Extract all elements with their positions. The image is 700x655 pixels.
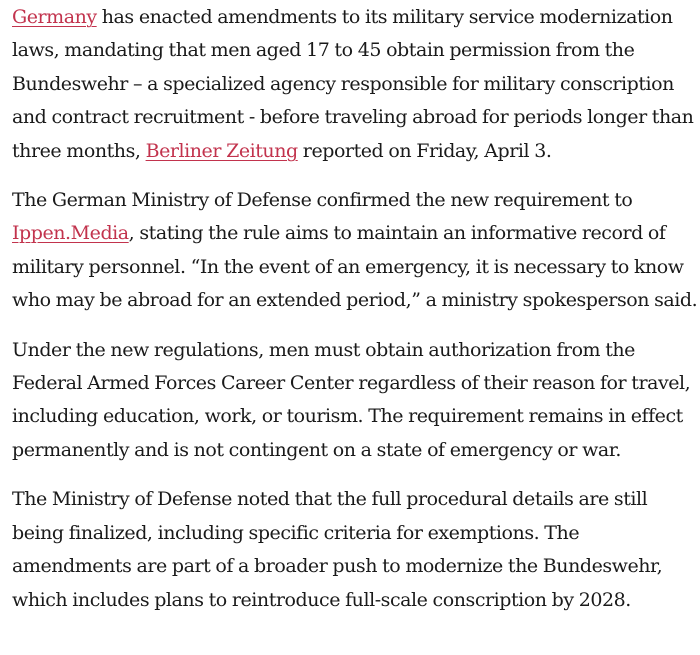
- paragraph-4: [12, 483, 700, 617]
- paragraph-2: [12, 184, 700, 318]
- paragraph-4-text: The Ministry of Defense noted that the full procedural details are still being finalized, including specific criteria for exemptions. The amendments are part of a broader push to modernize the Bundeswehr, which includes plans to reintroduce full-scale conscription by 2028.: [12, 488, 663, 611]
- paragraph-2-text-a: The German Ministry of Defense confirmed the new requirement to: [12, 189, 633, 212]
- link-germany[interactable]: Germany: [12, 6, 97, 28]
- paragraph-2-text-b: , stating the rule aims to maintain an informative record of military personnel. “In the event of an emergency, it is necessary to know who may be abroad for an extended period,” a ministry spokesperson said.: [12, 222, 698, 312]
- paragraph-1-text-b: reported on Friday, April 3.: [297, 139, 552, 162]
- paragraph-1-text-a: has enacted amendments to its military service modernization laws, mandating that men aged 17 to 45 obtain permission from the Bundeswehr – a specialized agency responsible for military conscription and contract recruitment - before traveling abroad for periods longer than three months,: [12, 6, 694, 162]
- article-body: [0, 1, 700, 617]
- paragraph-1: [12, 1, 700, 168]
- link-ippen-media[interactable]: Ippen.Media: [12, 222, 129, 245]
- paragraph-3: [12, 334, 700, 468]
- paragraph-3-text: Under the new regulations, men must obtain authorization from the Federal Armed Forces Career Center regardless of their reason for travel, including education, work, or tourism. The requirement remains in effect permanently and is not contingent on a state of emergency or war.: [12, 338, 691, 461]
- link-berliner-zeitung[interactable]: Berliner Zeitung: [145, 139, 298, 162]
